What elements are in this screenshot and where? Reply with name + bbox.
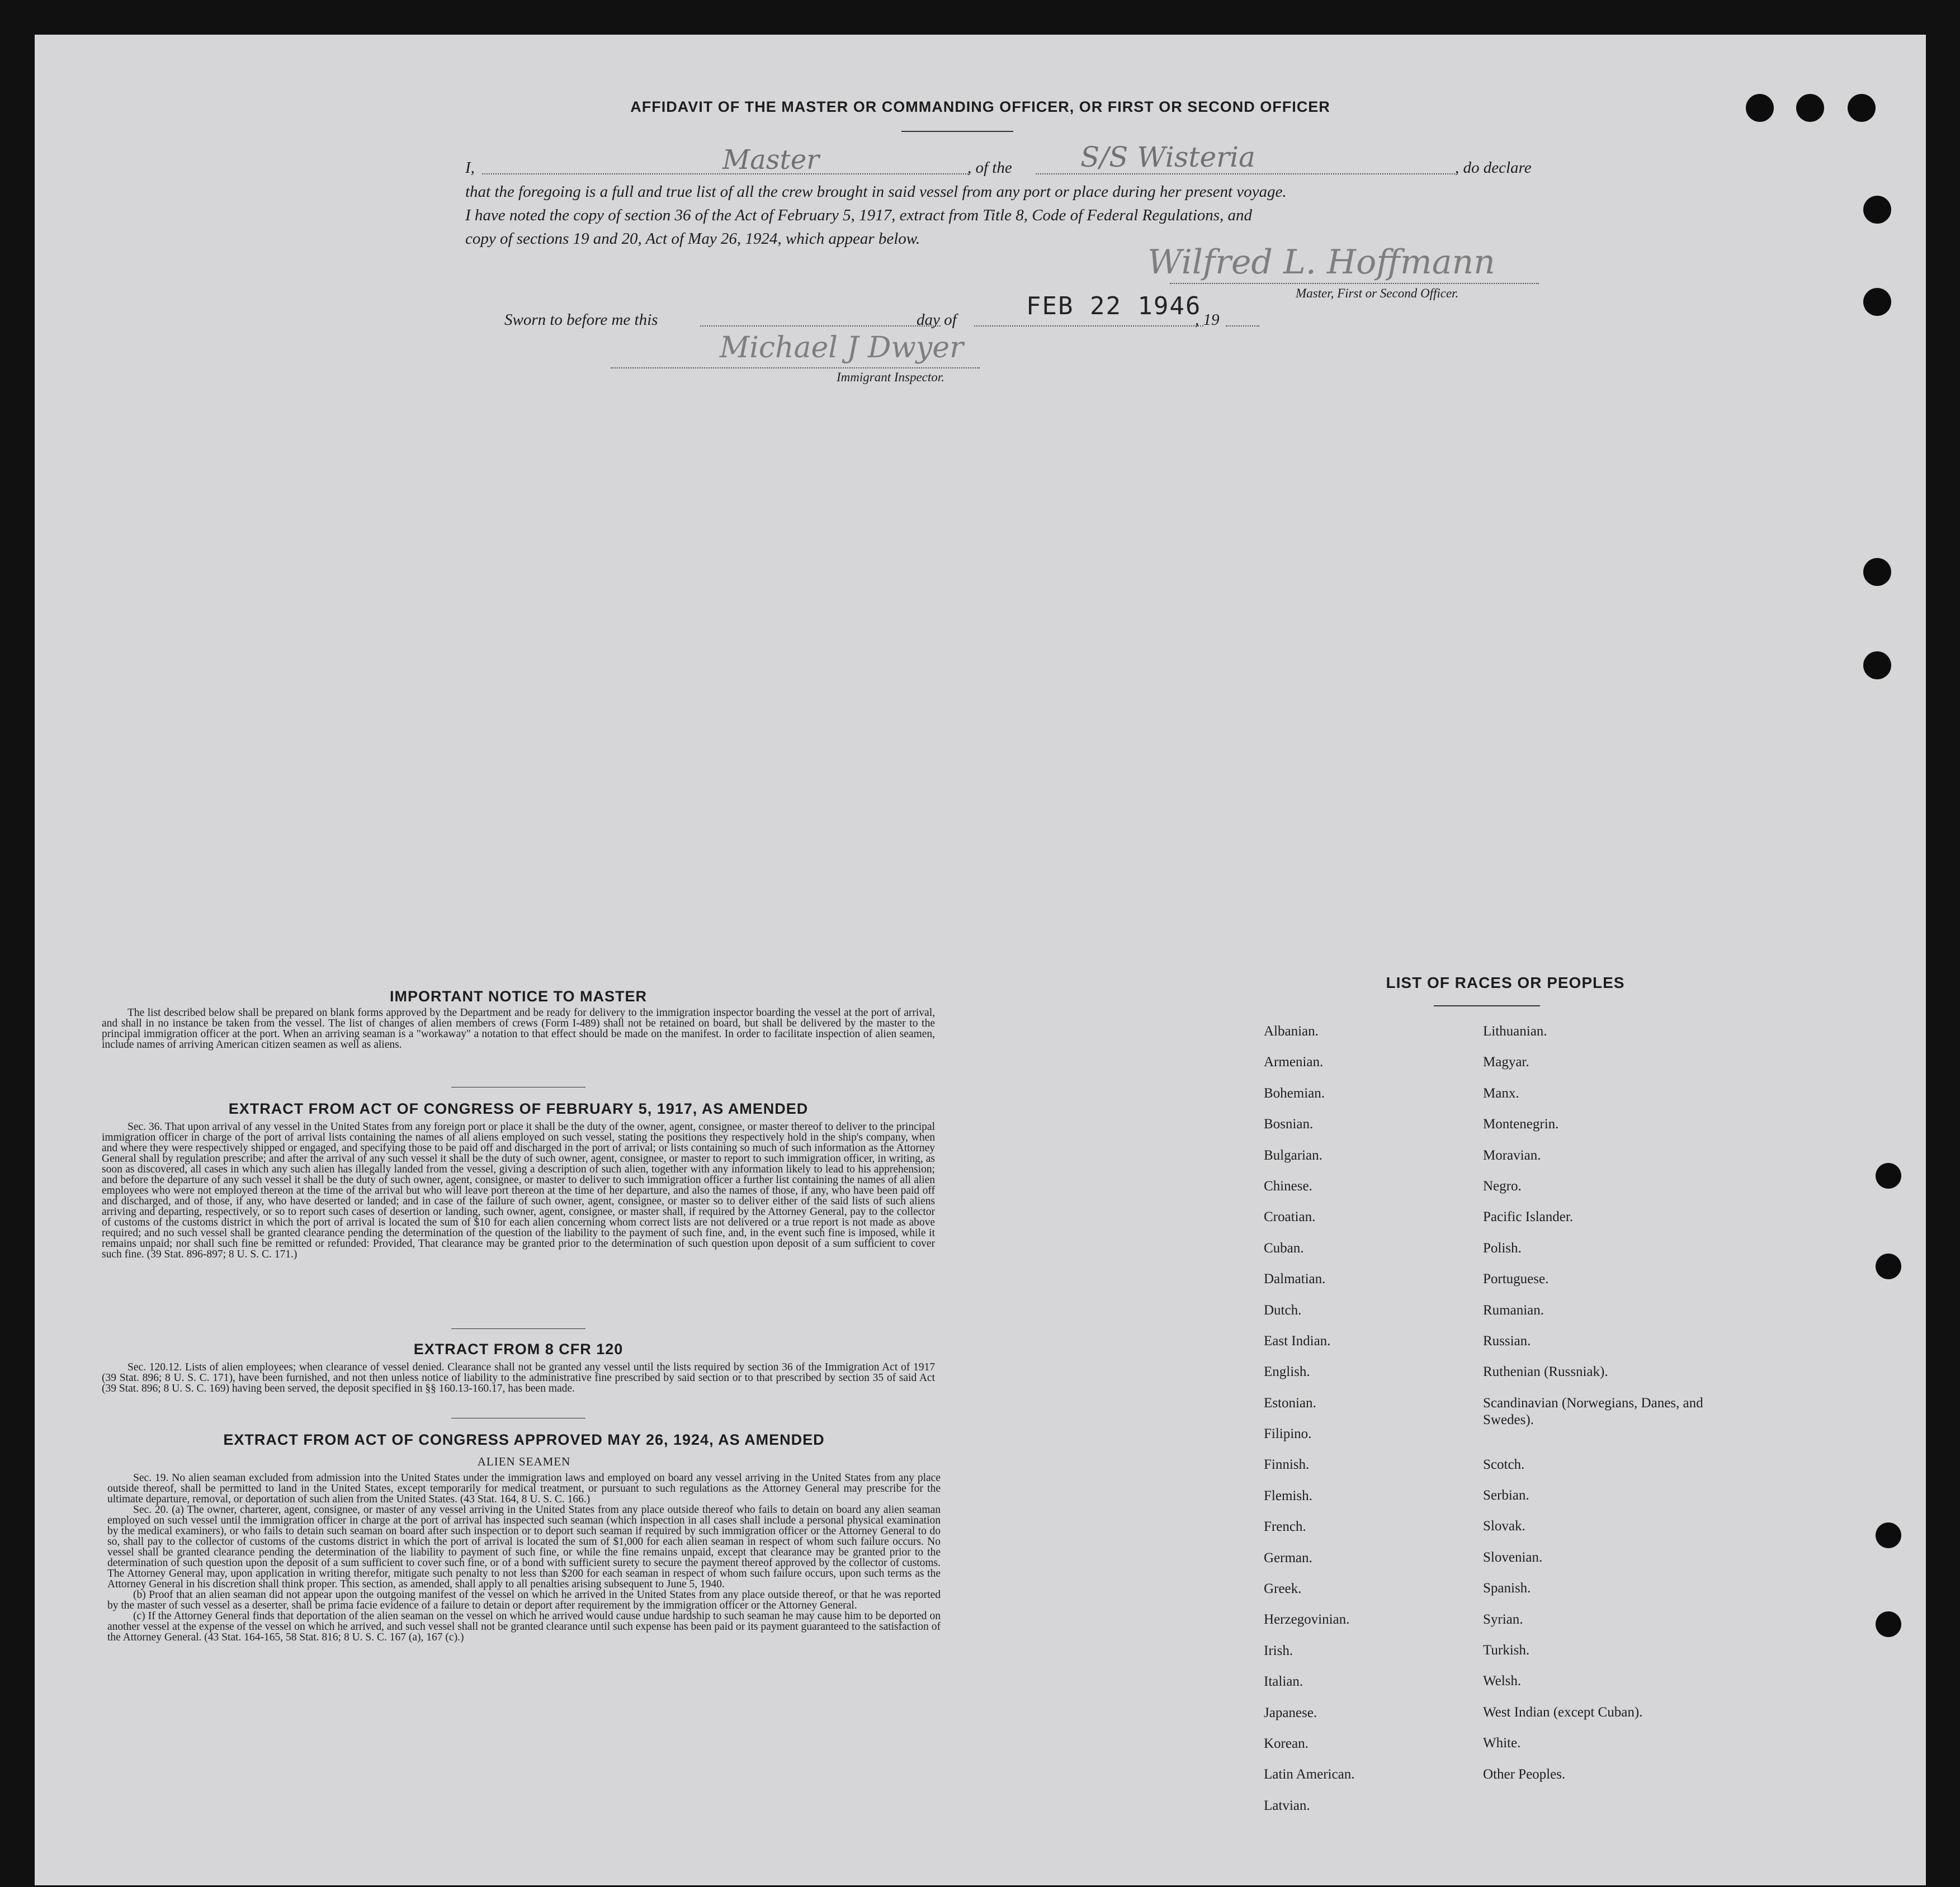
document-page (35, 35, 1926, 1885)
races-left-column (1264, 1023, 1476, 1828)
race-item: Latvian. (1264, 1798, 1310, 1813)
race-item: Filipino. (1264, 1426, 1312, 1442)
title-divider (901, 131, 1013, 132)
punch-hole (1863, 288, 1891, 316)
notice-body: The list described below shall be prepared on blank forms approved by the Department and be ready for delivery to the immigration inspector boarding the vessel at the port of arrival, and shall in no instance be taken from the vessel. The list of changes of alien members of crews (Form I-489) shall not be retained on board, but shall be delivered by the master to the principal immigration officer at the port. When an arriving seaman is a "workaway" a notation to that effect should be made on the manifest. In order to facilitate inspection of alien seamen, include names of arriving American citizen seamen as well as aliens. (102, 1007, 935, 1051)
punch-hole (1863, 651, 1891, 679)
punch-hole (1876, 1611, 1901, 1637)
race-item: Polish. (1483, 1240, 1522, 1256)
race-item: Serbian. (1483, 1488, 1529, 1503)
punch-hole (1796, 94, 1824, 122)
race-item: Rumanian. (1483, 1302, 1545, 1318)
punch-hole (1863, 558, 1891, 586)
race-item: Slovak. (1483, 1519, 1526, 1534)
punch-hole (1876, 1163, 1901, 1189)
race-item: Korean. (1264, 1735, 1309, 1751)
vessel-handwriting: S/S Wisteria (1080, 141, 1255, 173)
extract-1924-sec20c: (c) If the Attorney General finds that deportation of the alien seaman on the vessel on which he arrived would cause undue hardship to such seaman he may cause him to be deported on another vessel at the expense of the vessel on which he arrived, and such vessel shall not be granted clearance until such expense has been paid or its payment guaranteed to the satisfaction of the Attorney General. (43 Stat. 164-165, 58 Stat. 816; 8 U. S. C. 167 (a), 167 (c).) (107, 1610, 941, 1643)
race-item: Irish. (1264, 1643, 1293, 1658)
punch-hole (1863, 196, 1891, 224)
of-the-label: , of the (967, 159, 1012, 177)
race-item: Other Peoples. (1483, 1766, 1566, 1782)
affidavit-line-3: I have noted the copy of section 36 of the Act of February 5, 1917, extract from Title 8, Code of Federal Regulations, and (465, 206, 1253, 224)
race-item: Spanish. (1483, 1581, 1531, 1596)
race-item: Welsh. (1483, 1673, 1522, 1689)
punch-hole (1848, 94, 1876, 122)
inspector-signature: Michael J Dwyer (720, 331, 964, 365)
race-item: Finnish. (1264, 1457, 1310, 1473)
race-item: Flemish. (1264, 1488, 1312, 1503)
race-item: Bosnian. (1264, 1117, 1314, 1132)
date-stamp: FEB 22 1946 (1026, 292, 1202, 320)
day-of-label: day of (917, 311, 957, 329)
race-item: Dutch. (1264, 1302, 1302, 1318)
race-item: Russian. (1483, 1333, 1531, 1349)
inspector-caption: Immigrant Inspector. (837, 370, 944, 384)
extract-1924-subtitle: ALIEN SEAMEN (477, 1455, 571, 1468)
extract-1917-title: EXTRACT FROM ACT OF CONGRESS OF FEBRUARY 5, 1917, AS AMENDED (228, 1100, 809, 1117)
race-item: East Indian. (1264, 1333, 1331, 1349)
race-item: Bulgarian. (1264, 1147, 1323, 1163)
race-item: West Indian (except Cuban). (1483, 1704, 1643, 1720)
race-item: Turkish. (1483, 1643, 1530, 1658)
race-item: Croatian. (1264, 1209, 1316, 1225)
officer-signature-line (1170, 283, 1539, 284)
race-item: Scandinavian (Norwegians, Danes, and Swedes). (1483, 1395, 1703, 1427)
extract-1924-sec19: Sec. 19. No alien seaman excluded from admission into the United States under the immigration laws and employed on board any vessel arriving in the United States from any place outside thereof, shall be permitted to land in the United States, except temporarily for medical treatment, or pursuant to such regulations as the Attorney General may prescribe for the ultimate departure, removal, or deportation of such alien from the United States. (43 Stat. 164, 8 U. S. C. 166.) (107, 1472, 941, 1505)
affidavit-line-2: that the foregoing is a full and true list of all the crew brought in said vessel from any port or place during her present voyage. (465, 183, 1287, 201)
master-handwriting: Master (722, 144, 820, 176)
race-item: Portuguese. (1483, 1271, 1549, 1287)
race-item: Scotch. (1483, 1456, 1525, 1472)
extract-1917-body: Sec. 36. That upon arrival of any vessel in the United States from any foreign port or place it shall be the duty of the owner, agent, consignee, or master thereof to deliver to the principal immigration officer in charge of the port of arrival lists containing the names of all aliens employed on such vessel, stating the positions they respectively hold in the ship's company, when and where they were respectively shipped or engaged, and specifying those to be paid off and discharged in the port of arrival; or lists containing so much of such information as the Attorney General shall by regulation prescribe; and after the arrival of any such vessel it shall be the duty of such owner, agent, consignee, or master to report to such immigration officer, in writing, as soon as discovered, all cases in which any such alien has illegally landed from the vessel, giving a description of such alien, together with any information likely to lead to his apprehension; and before the departure of any such vessel it shall be the duty of such owner, agent, consignee, or master to deliver to such immigration officer a further list containing the names of all alien employees who were not employed thereon at the time of the arrival but who will leave port thereon at the time of her departure, and also the names of those, if any, who have been paid off and discharged, and of those, if any, who have deserted or landed; and in case of the failure of such owner, agent, consignee, or master so to deliver either of the said lists of such aliens arriving and departing, respectively, or so to report such cases of desertion or landing, such owner, agent, consignee, or master shall, if required by the Attorney General, pay to the collector of customs of the customs district in which the port of arrival is located the sum of $10 for each alien concerning whom correct lists are not delivered or a true report is not made as above required; and no such vessel shall be granted clearance pending the determination of the question of the liability to the payment of such fine, and, in the event such fine is imposed, while it remains unpaid; nor shall such fine be remitted or refunded: Provided, That clearance may be granted prior to the determination of such question upon deposit of a sum sufficient to cover such fine. (39 Stat. 896-897; 8 U. S. C. 171.) (102, 1121, 935, 1260)
race-item: Bohemian. (1264, 1085, 1325, 1101)
declare-label: , do declare (1455, 159, 1532, 177)
race-item: Greek. (1264, 1581, 1302, 1597)
race-item: French. (1264, 1519, 1306, 1535)
race-item: Chinese. (1264, 1178, 1312, 1194)
extract-1924-sec20a: Sec. 20. (a) The owner, charterer, agent, consignee, or master of any vessel arriving in the United States from any place outside thereof who fails to detain on board any alien seaman employed on such vessel until the immigration officer in charge at the port of arrival has inspected such seaman (which inspection in all cases shall include a personal physical examination by the medical examiners), or who fails to detain such seaman on board after such inspection or to deport such seaman if required by such immigration officer or the Attorney General to do so, shall pay to the collector of customs of the customs district in which the port of arrival is located the sum of $1,000 for each alien seaman in respect of whom such failure occurs. No vessel shall be granted clearance pending the determination of the liability to payment of such fine, or while the fine remains unpaid, except that clearance may be granted prior to the determination of such question upon the deposit of a sum sufficient to cover such fine, or of a bond with sufficient surety to secure the payment thereof approved by the collector of customs. The Attorney General may, upon application in writing therefor, mitigate such penalty to not less than $200 for each seaman in respect of whom such failure occurs, upon such terms as the Attorney General in his discretion shall think proper. This section, as amended, shall apply to all penalties arising subsequent to June 5, 1940. (107, 1504, 941, 1590)
punch-hole (1876, 1522, 1901, 1548)
officer-caption: Master, First or Second Officer. (1296, 286, 1459, 300)
race-item: Pacific Islander. (1483, 1209, 1574, 1225)
extract-1917-block (102, 1122, 935, 1260)
sworn-year-line (1226, 325, 1259, 327)
extract-1917-divider (451, 1328, 585, 1329)
notice-body-block (102, 1008, 935, 1050)
sworn-label: Sworn to before me this (504, 311, 658, 329)
race-item: Montenegrin. (1483, 1117, 1559, 1132)
affidavit-title: AFFIDAVIT OF THE MASTER OR COMMANDING OFFICER, OR FIRST OR SECOND OFFICER (630, 98, 1330, 115)
punch-hole (1746, 94, 1774, 122)
race-item: Herzegovinian. (1264, 1612, 1350, 1628)
race-item: Estonian. (1264, 1395, 1316, 1411)
race-item: White. (1483, 1735, 1521, 1751)
race-item: Albanian. (1264, 1024, 1319, 1039)
race-item: Ruthenian (Russniak). (1483, 1364, 1608, 1380)
race-item: Negro. (1483, 1178, 1522, 1194)
inspector-signature-line (611, 367, 980, 368)
race-item: English. (1264, 1364, 1310, 1380)
race-item: Italian. (1264, 1674, 1303, 1690)
extract-1924-title: EXTRACT FROM ACT OF CONGRESS APPROVED MAY 26, 1924, AS AMENDED (223, 1431, 825, 1448)
race-item: Slovenian. (1483, 1549, 1543, 1565)
affidavit-line-4: copy of sections 19 and 20, Act of May 26, 1924, which appear below. (465, 230, 920, 248)
races-divider (1434, 1005, 1540, 1006)
year-label: , 19 (1195, 311, 1220, 329)
extract-1924-sec20b: (b) Proof that an alien seaman did not appear upon the outgoing manifest of the vessel on which he arrived in the United States from any place outside thereof, or that he was reported by the master of such vessel as a deserter, shall be prima facie evidence of a failure to detain or deport after requirement by the immigration officer or the Attorney General. (107, 1589, 941, 1611)
race-item: Manx. (1483, 1085, 1519, 1101)
races-title: LIST OF RACES OR PEOPLES (1386, 974, 1625, 991)
race-item: Lithuanian. (1483, 1024, 1547, 1039)
sworn-day-line (700, 325, 941, 327)
race-item: Magyar. (1483, 1054, 1529, 1070)
races-right-column (1483, 1023, 1796, 1797)
race-item: Moravian. (1483, 1147, 1541, 1163)
extract-cfr-block (102, 1362, 935, 1394)
extract-1924-block (107, 1473, 941, 1643)
race-item: Armenian. (1264, 1054, 1324, 1070)
race-item: Syrian. (1483, 1611, 1523, 1627)
vessel-field-line (1036, 173, 1455, 174)
race-item: Dalmatian. (1264, 1271, 1326, 1287)
race-item: Cuban. (1264, 1240, 1304, 1256)
race-item: Japanese. (1264, 1705, 1317, 1720)
officer-signature: Wilfred L. Hoffmann (1147, 243, 1495, 282)
notice-title: IMPORTANT NOTICE TO MASTER (390, 988, 647, 1005)
i-label: I, (465, 159, 475, 177)
extract-cfr-body: Sec. 120.12. Lists of alien employees; when clearance of vessel denied. Clearance shall not be granted any vessel until the lists required by section 36 of the Immigration Act of 1917 (39 Stat. 896; 8 U. S. C. 171), have been furnished, and not then unless notice of liability to the administrative fine prescribed by said section or to that prescribed by section 35 of said Act (39 Stat. 896; 8 U. S. C. 169) having been served, the deposit specified in §§ 160.13-160.17, has been made. (102, 1361, 935, 1394)
race-item: German. (1264, 1550, 1312, 1566)
sworn-month-line (974, 325, 1203, 327)
punch-hole (1876, 1254, 1901, 1279)
extract-cfr-title: EXTRACT FROM 8 CFR 120 (413, 1341, 624, 1358)
race-item: Latin American. (1264, 1767, 1355, 1782)
